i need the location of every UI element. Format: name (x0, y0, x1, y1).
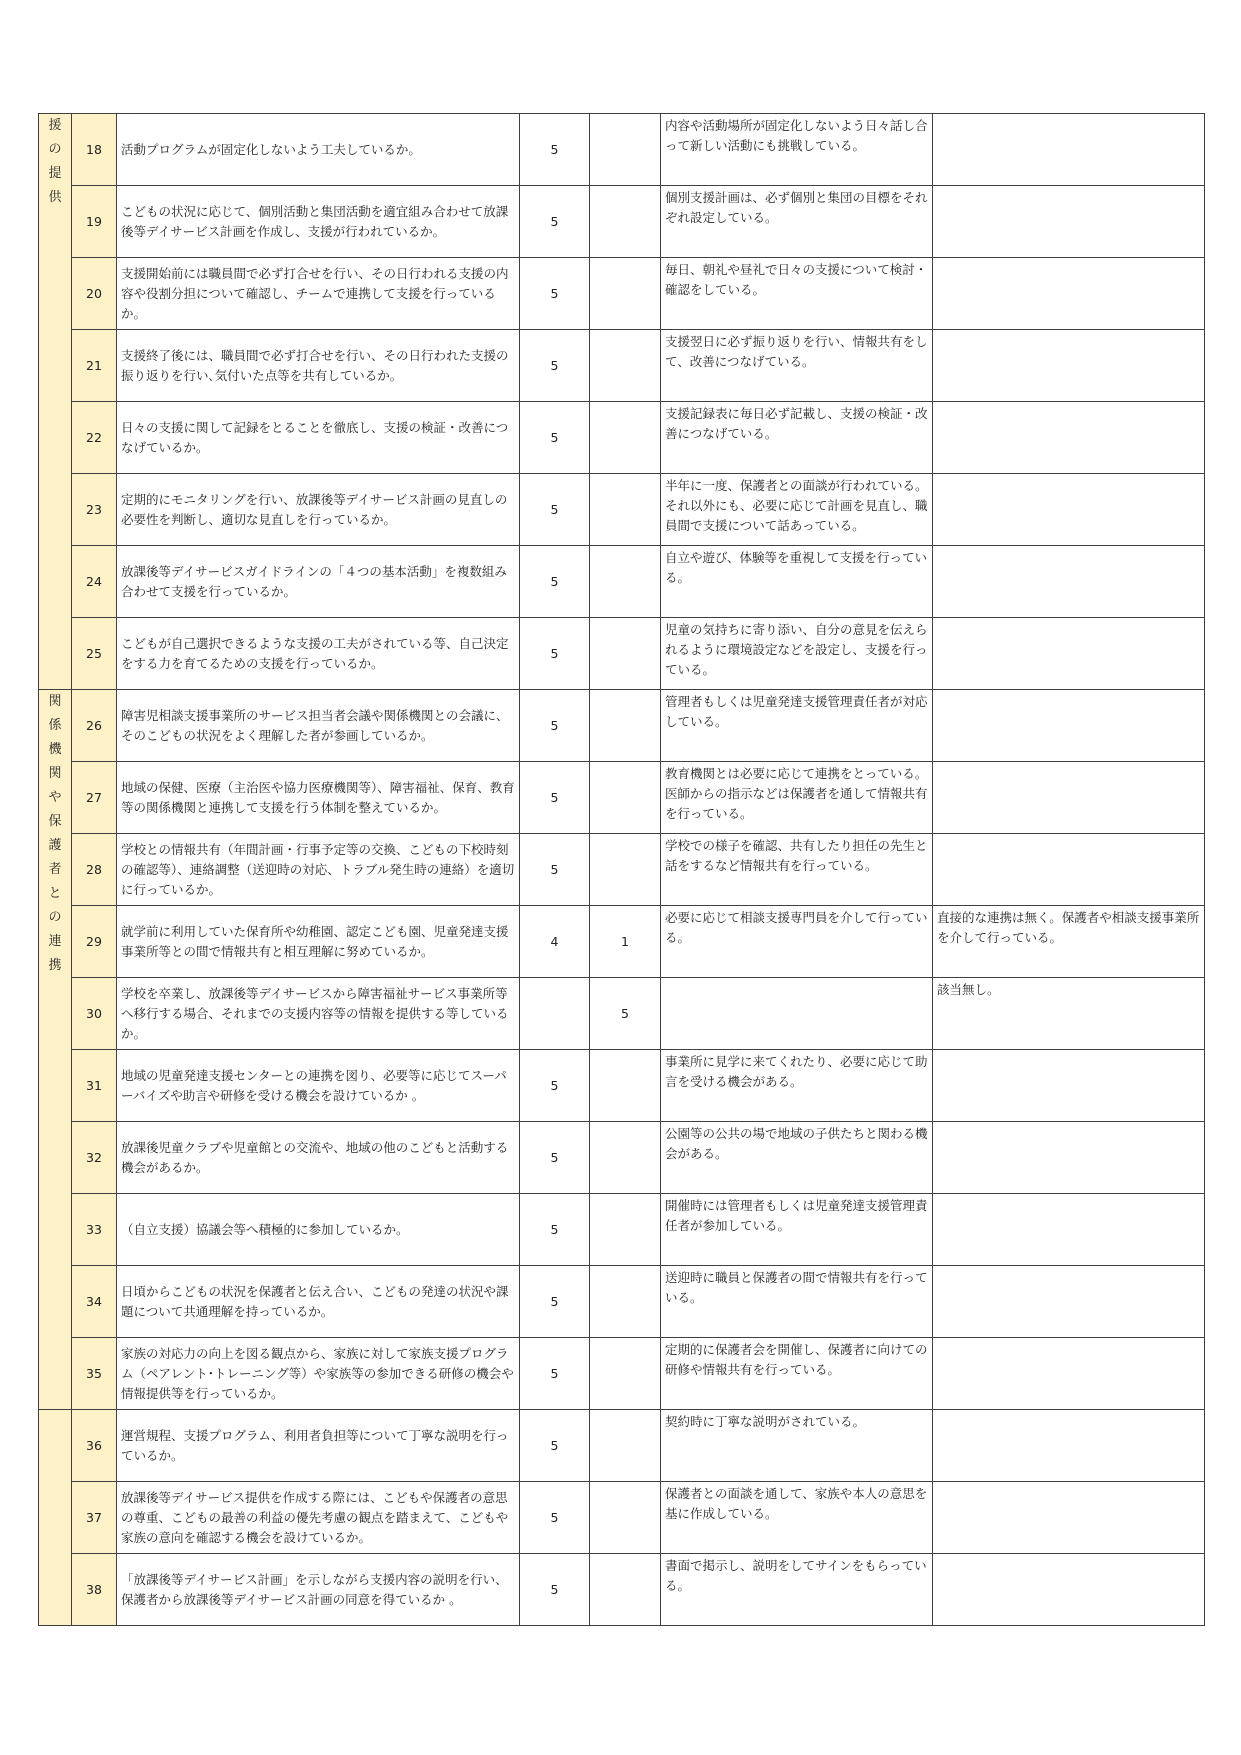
item-number: 22 (72, 402, 117, 474)
no-count (590, 762, 661, 834)
no-count (590, 402, 661, 474)
table-row (39, 546, 1205, 618)
table-row (39, 1050, 1205, 1122)
item-number: 18 (72, 114, 117, 186)
no-count (590, 546, 661, 618)
no-count (590, 330, 661, 402)
facility-comment: 公園等の公共の場で地域の子供たちと関わる機会がある。 (661, 1122, 933, 1194)
facility-comment: 必要に応じて相談支援専門員を介して行っている。 (661, 906, 933, 978)
table-row (39, 186, 1205, 258)
table-row (39, 906, 1205, 978)
category-char: 供 (48, 190, 62, 205)
improvement-comment (933, 1194, 1205, 1266)
yes-count: 5 (520, 834, 590, 906)
question-text: 放課後等デイサービス提供を作成する際には、こどもや保護者の意思の尊重、こどもの最善の利益の優先考慮の観点を踏まえて、こどもや家族の意向を確認する機会を設けているか。 (117, 1482, 520, 1554)
yes-count: 5 (520, 1554, 590, 1626)
table-row (39, 474, 1205, 546)
question-text: 運営規程、支援プログラム、利用者負担等について丁寧な説明を行っているか。 (117, 1410, 520, 1482)
improvement-comment: 該当無し。 (933, 978, 1205, 1050)
yes-count: 5 (520, 114, 590, 186)
question-text: 障害児相談支援事業所のサービス担当者会議や関係機関との会議に、そのこどもの状況をよく理解した者が参画しているか。 (117, 690, 520, 762)
question-text: （自立支援）協議会等へ積極的に参加しているか。 (117, 1194, 520, 1266)
facility-comment: 毎日、朝礼や昼礼で日々の支援について検討・確認をしている。 (661, 258, 933, 330)
evaluation-table (38, 113, 1205, 1626)
facility-comment: 支援記録表に毎日必ず記載し、支援の検証・改善につなげている。 (661, 402, 933, 474)
category-char: と (48, 886, 62, 901)
table-row (39, 978, 1205, 1050)
item-number: 25 (72, 618, 117, 690)
facility-comment: 事業所に見学に来てくれたり、必要に応じて助言を受ける機会がある。 (661, 1050, 933, 1122)
facility-comment: 契約時に丁寧な説明がされている。 (661, 1410, 933, 1482)
improvement-comment (933, 1122, 1205, 1194)
table-row (39, 1122, 1205, 1194)
yes-count: 5 (520, 1266, 590, 1338)
improvement-comment (933, 258, 1205, 330)
facility-comment: 個別支援計画は、必ず個別と集団の目標をそれぞれ設定している。 (661, 186, 933, 258)
category-char: 者 (48, 862, 62, 877)
yes-count: 5 (520, 546, 590, 618)
category-char: 係 (48, 718, 62, 733)
yes-count: 5 (520, 1050, 590, 1122)
yes-count: 5 (520, 1410, 590, 1482)
item-number: 32 (72, 1122, 117, 1194)
yes-count: 5 (520, 330, 590, 402)
table-row (39, 330, 1205, 402)
yes-count: 5 (520, 1194, 590, 1266)
yes-count: 4 (520, 906, 590, 978)
category-char: 携 (48, 958, 62, 973)
question-text: 「放課後等デイサービス計画」を示しながら支援内容の説明を行い、保護者から放課後等デイサービス計画の同意を得ているか 。 (117, 1554, 520, 1626)
table-row (39, 1554, 1205, 1626)
item-number: 36 (72, 1410, 117, 1482)
facility-comment: 児童の気持ちに寄り添い、自分の意見を伝えられるように環境設定などを設定し、支援を行っている。 (661, 618, 933, 690)
yes-count: 5 (520, 474, 590, 546)
yes-count: 5 (520, 1482, 590, 1554)
improvement-comment (933, 330, 1205, 402)
item-number: 38 (72, 1554, 117, 1626)
no-count (590, 186, 661, 258)
category-char: 保 (48, 814, 62, 829)
improvement-comment (933, 1554, 1205, 1626)
table-row (39, 618, 1205, 690)
facility-comment (661, 978, 933, 1050)
no-count (590, 1338, 661, 1410)
item-number: 26 (72, 690, 117, 762)
facility-comment: 半年に一度、保護者との面談が行われている。それ以外にも、必要に応じて計画を見直し、職員間で支援について話あっている。 (661, 474, 933, 546)
question-text: 放課後等デイサービスガイドラインの「４つの基本活動」を複数組み合わせて支援を行っているか。 (117, 546, 520, 618)
no-count (590, 1482, 661, 1554)
item-number: 34 (72, 1266, 117, 1338)
question-text: 学校を卒業し、放課後等デイサービスから障害福祉サービス事業所等へ移行する場合、それまでの支援内容等の情報を提供する等しているか。 (117, 978, 520, 1050)
table-row (39, 690, 1205, 762)
no-count (590, 690, 661, 762)
table-row (39, 114, 1205, 186)
yes-count: 5 (520, 1122, 590, 1194)
question-text: 地域の保健、医療（主治医や協力医療機関等）、障害福祉、保育、教育等の関係機関と連携して支援を行う体制を整えているか。 (117, 762, 520, 834)
improvement-comment: 直接的な連携は無く。保護者や相談支援事業所を介して行っている。 (933, 906, 1205, 978)
category-char: 機 (48, 742, 62, 757)
no-count (590, 1194, 661, 1266)
question-text: こどもの状況に応じて、個別活動と集団活動を適宜組み合わせて放課後等デイサービス計画を作成し、支援が行われているか。 (117, 186, 520, 258)
improvement-comment (933, 474, 1205, 546)
category-char: や (48, 790, 62, 805)
no-count (590, 114, 661, 186)
table-row (39, 834, 1205, 906)
no-count (590, 1122, 661, 1194)
item-number: 23 (72, 474, 117, 546)
no-count (590, 1410, 661, 1482)
improvement-comment (933, 402, 1205, 474)
no-count (590, 258, 661, 330)
question-text: 地域の児童発達支援センターとの連携を図り、必要等に応じてスーパーバイズや助言や研修を受ける機会を設けているか 。 (117, 1050, 520, 1122)
improvement-comment (933, 1482, 1205, 1554)
no-count (590, 1554, 661, 1626)
question-text: 活動プログラムが固定化しないよう工夫しているか。 (117, 114, 520, 186)
facility-comment: 管理者もしくは児童発達支援管理責任者が対応している。 (661, 690, 933, 762)
item-number: 19 (72, 186, 117, 258)
item-number: 30 (72, 978, 117, 1050)
category-char: の (48, 910, 62, 925)
question-text: 定期的にモニタリングを行い、放課後等デイサービス計画の見直しの必要性を判断し、適切な見直しを行っているか。 (117, 474, 520, 546)
question-text: 支援終了後には、職員間で必ず打合せを行い、その日行われた支援の振り返りを行い､気付いた点等を共有しているか。 (117, 330, 520, 402)
yes-count: 5 (520, 690, 590, 762)
item-number: 33 (72, 1194, 117, 1266)
category-char: 護 (48, 838, 62, 853)
table-row (39, 402, 1205, 474)
category-char: 提 (48, 166, 62, 181)
improvement-comment (933, 186, 1205, 258)
question-text: 家族の対応力の向上を図る観点から、家族に対して家族支援プログラム（ペアレント･トレーニング等）や家族等の参加できる研修の機会や情報提供等を行っているか。 (117, 1338, 520, 1410)
table-row (39, 1410, 1205, 1482)
facility-comment: 定期的に保護者会を開催し、保護者に向けての研修や情報共有を行っている。 (661, 1338, 933, 1410)
question-text: 日頃からこどもの状況を保護者と伝え合い、こどもの発達の状況や課題について共通理解を持っているか。 (117, 1266, 520, 1338)
yes-count (520, 978, 590, 1050)
no-count (590, 1266, 661, 1338)
item-number: 29 (72, 906, 117, 978)
facility-comment: 保護者との面談を通して、家族や本人の意思を基に作成している。 (661, 1482, 933, 1554)
question-text: 放課後児童クラブや児童館との交流や、地域の他のこどもと活動する機会があるか。 (117, 1122, 520, 1194)
facility-comment: 開催時には管理者もしくは児童発達支援管理責任者が参加している。 (661, 1194, 933, 1266)
category-char: の (48, 142, 62, 157)
question-text: 学校との情報共有（年間計画・行事予定等の交換、こどもの下校時刻の確認等）、連絡調整（送迎時の対応、トラブル発生時の連絡）を適切に行っているか。 (117, 834, 520, 906)
improvement-comment (933, 546, 1205, 618)
item-number: 31 (72, 1050, 117, 1122)
improvement-comment (933, 1050, 1205, 1122)
improvement-comment (933, 618, 1205, 690)
facility-comment: 学校での様子を確認、共有したり担任の先生と話をするなど情報共有を行っている。 (661, 834, 933, 906)
facility-comment: 自立や遊び、体験等を重視して支援を行っている。 (661, 546, 933, 618)
yes-count: 5 (520, 762, 590, 834)
item-number: 28 (72, 834, 117, 906)
category-cell (39, 1410, 72, 1626)
yes-count: 5 (520, 402, 590, 474)
category-char: 援 (48, 118, 62, 133)
no-count (590, 618, 661, 690)
yes-count: 5 (520, 1338, 590, 1410)
category-cell (39, 690, 72, 1410)
item-number: 27 (72, 762, 117, 834)
yes-count: 5 (520, 186, 590, 258)
category-char: 関 (48, 766, 62, 781)
table-row (39, 1338, 1205, 1410)
item-number: 37 (72, 1482, 117, 1554)
category-char: 連 (48, 934, 62, 949)
improvement-comment (933, 690, 1205, 762)
facility-comment: 支援翌日に必ず振り返りを行い、情報共有をして、改善につなげている。 (661, 330, 933, 402)
improvement-comment (933, 1266, 1205, 1338)
table-row (39, 1266, 1205, 1338)
question-text: こどもが自己選択できるような支援の工夫がされている等、自己決定をする力を育てるための支援を行っているか。 (117, 618, 520, 690)
no-count: 1 (590, 906, 661, 978)
improvement-comment (933, 1410, 1205, 1482)
facility-comment: 書面で掲示し、説明をしてサインをもらっている。 (661, 1554, 933, 1626)
improvement-comment (933, 1338, 1205, 1410)
improvement-comment (933, 834, 1205, 906)
improvement-comment (933, 114, 1205, 186)
improvement-comment (933, 762, 1205, 834)
table-row (39, 258, 1205, 330)
question-text: 日々の支援に関して記録をとることを徹底し、支援の検証・改善につなげているか。 (117, 402, 520, 474)
item-number: 21 (72, 330, 117, 402)
no-count (590, 1050, 661, 1122)
no-count (590, 834, 661, 906)
question-text: 支援開始前には職員間で必ず打合せを行い、その日行われる支援の内容や役割分担について確認し、チームで連携して支援を行っているか。 (117, 258, 520, 330)
table-row (39, 762, 1205, 834)
item-number: 35 (72, 1338, 117, 1410)
no-count: 5 (590, 978, 661, 1050)
facility-comment: 内容や活動場所が固定化しないよう日々話し合って新しい活動にも挑戦している。 (661, 114, 933, 186)
yes-count: 5 (520, 618, 590, 690)
table-body (39, 114, 1205, 1626)
table-row (39, 1194, 1205, 1266)
yes-count: 5 (520, 258, 590, 330)
facility-comment: 教育機関とは必要に応じて連携をとっている。医師からの指示などは保護者を通して情報共有を行っている。 (661, 762, 933, 834)
no-count (590, 474, 661, 546)
question-text: 就学前に利用していた保育所や幼稚園、認定こども園、児童発達支援事業所等との間で情報共有と相互理解に努めているか。 (117, 906, 520, 978)
table-row (39, 1482, 1205, 1554)
item-number: 20 (72, 258, 117, 330)
facility-comment: 送迎時に職員と保護者の間で情報共有を行っている。 (661, 1266, 933, 1338)
category-char: 関 (48, 694, 62, 709)
item-number: 24 (72, 546, 117, 618)
category-cell (39, 114, 72, 690)
